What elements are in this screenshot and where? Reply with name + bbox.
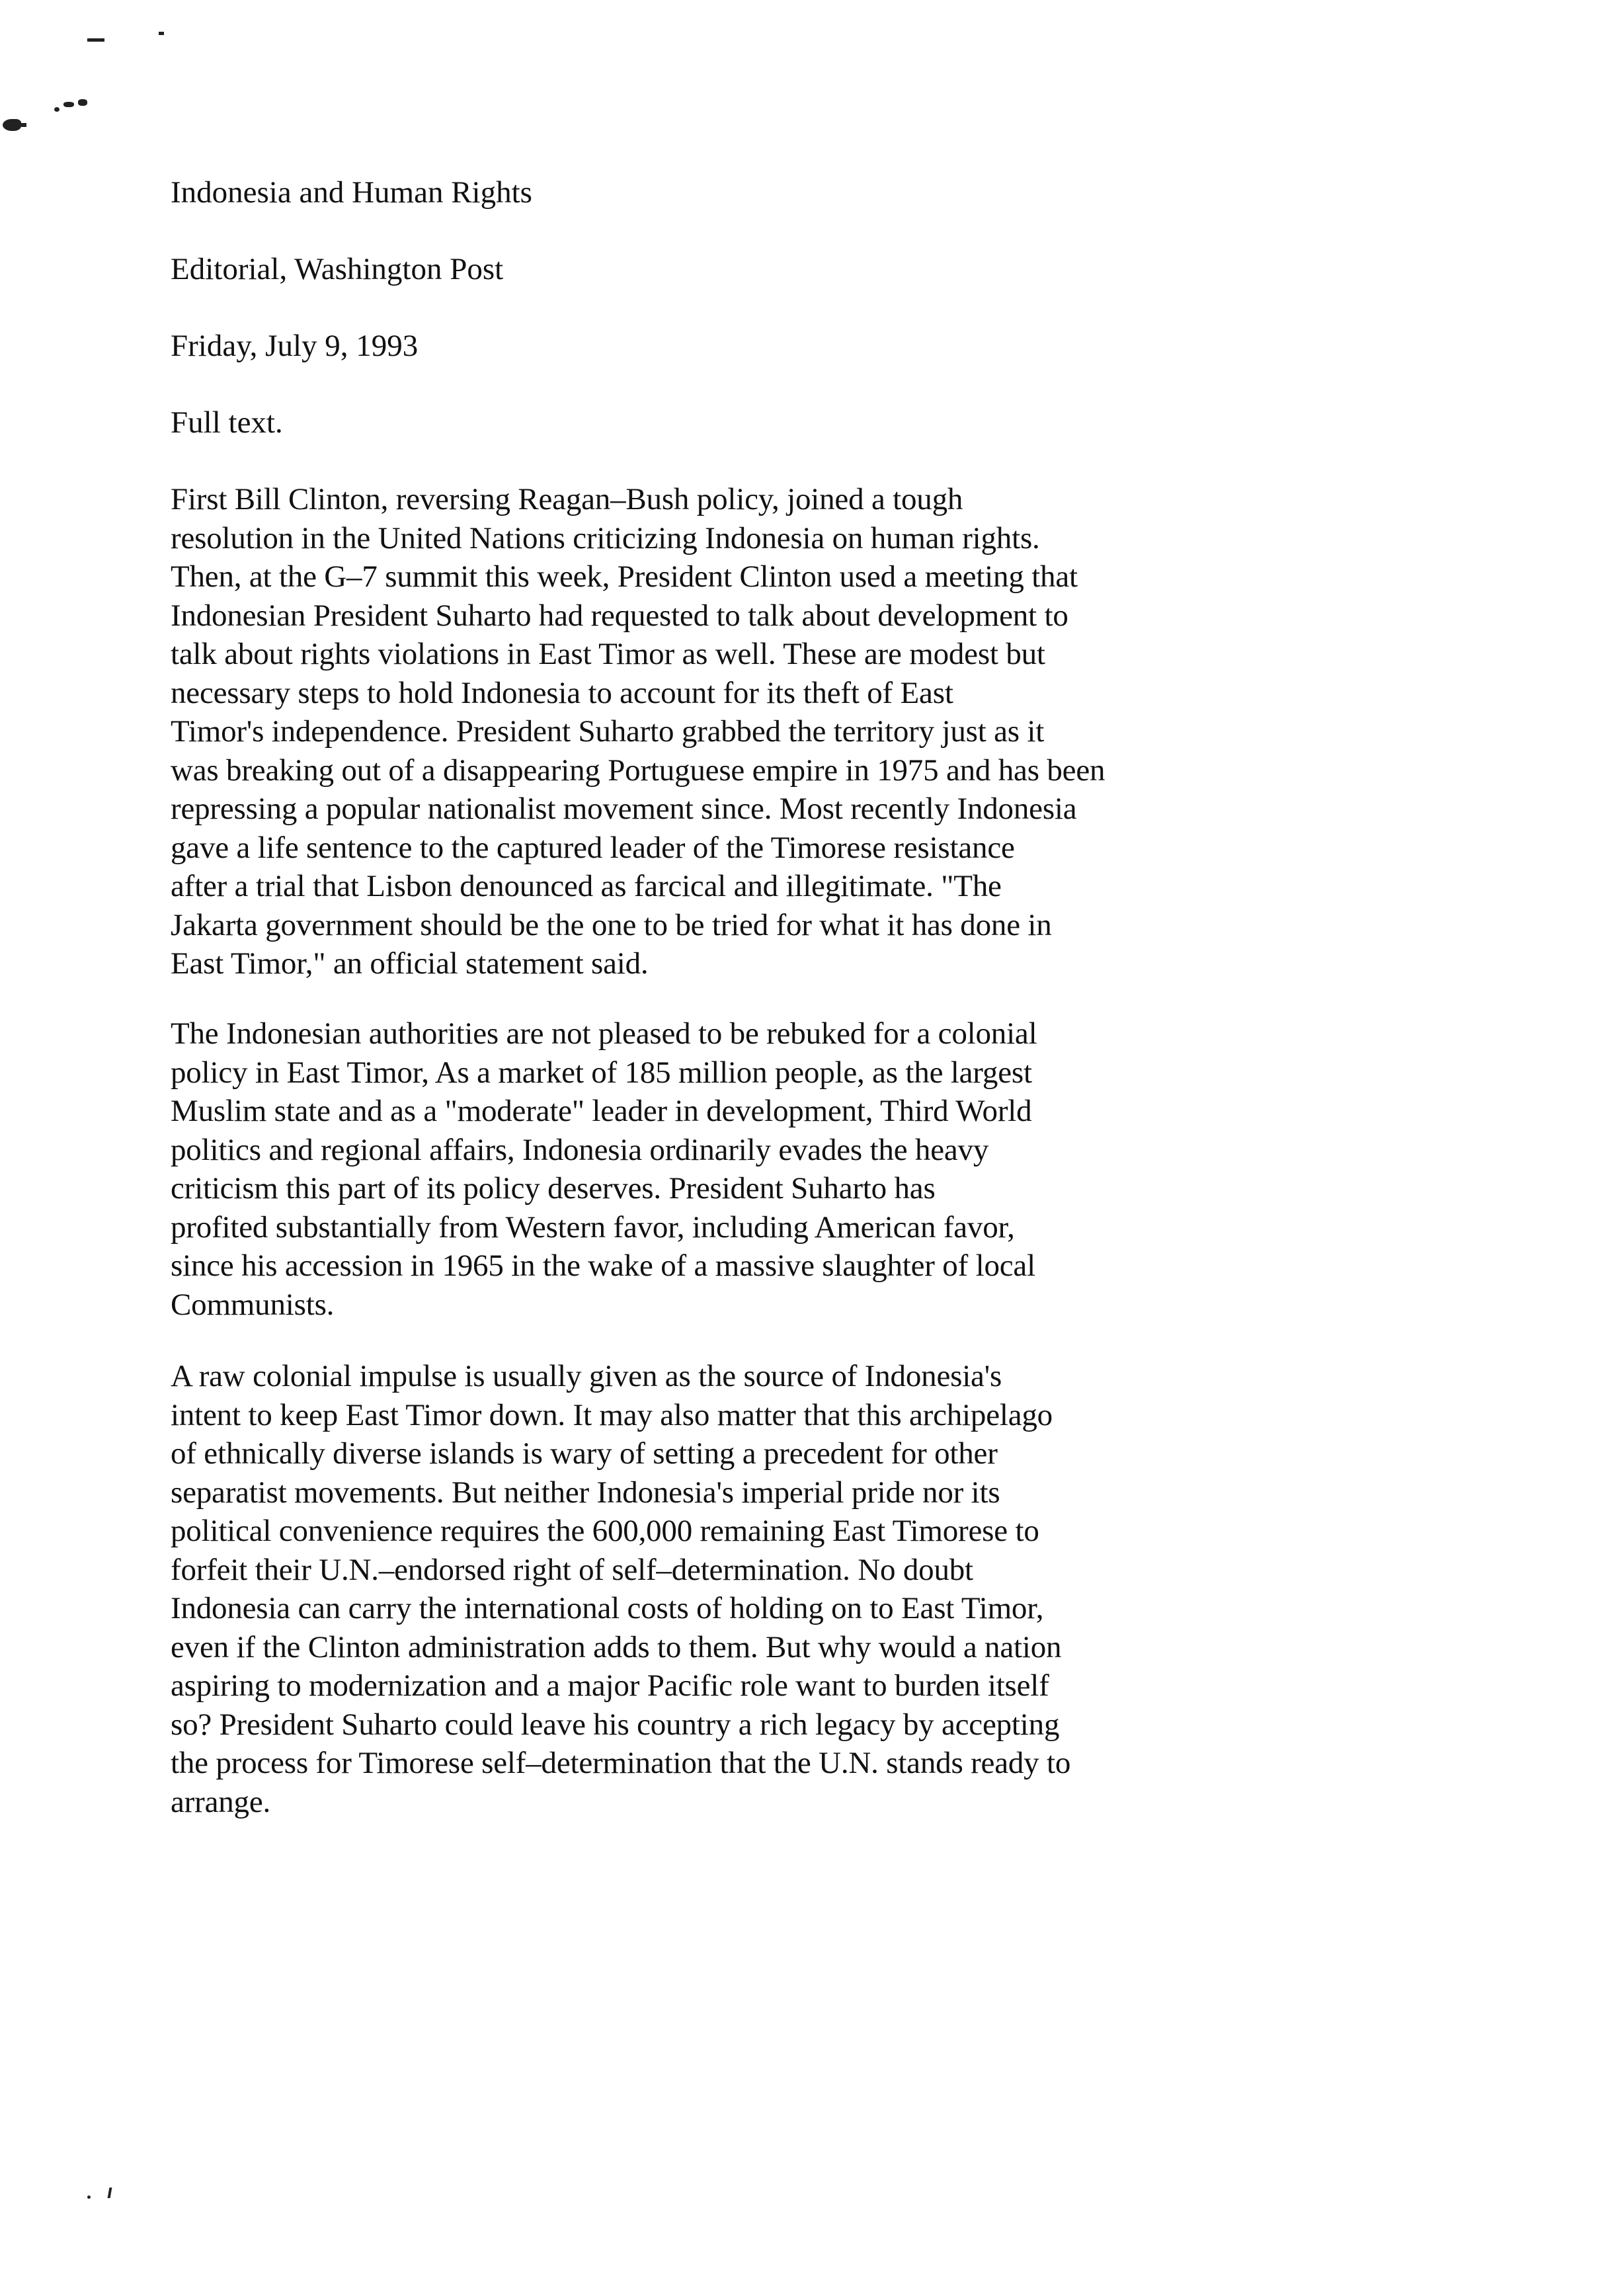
paragraph-line: Communists. <box>171 1287 335 1322</box>
paragraph-line: of ethnically diverse islands is wary of setting a precedent for other <box>171 1436 998 1471</box>
paragraph-line: resolution in the United Nations criticizing Indonesia on human rights. <box>171 520 1040 555</box>
paragraph-line: A raw colonial impulse is usually given as the source of Indonesia's <box>171 1359 1002 1393</box>
document-title: Indonesia and Human Rights <box>171 175 532 210</box>
paragraph-2 <box>171 1014 1440 1324</box>
paragraph-line: necessary steps to hold Indonesia to account for its theft of East <box>171 675 953 710</box>
scan-mark <box>78 99 87 106</box>
paragraph-line: Then, at the G–7 summit this week, President Clinton used a meeting that <box>171 559 1078 594</box>
paragraph-line: politics and regional affairs, Indonesia ordinarily evades the heavy <box>171 1132 989 1167</box>
paragraph-line: policy in East Timor, As a market of 185 million people, as the largest <box>171 1055 1032 1090</box>
paragraph-line: criticism this part of its policy deserves. President Suharto has <box>171 1171 936 1206</box>
paragraph-line: aspiring to modernization and a major Pacific role want to burden itself <box>171 1668 1049 1703</box>
paragraph-line: after a trial that Lisbon denounced as farcical and illegitimate. "The <box>171 869 1002 903</box>
paragraph-line: separatist movements. But neither Indonesia's imperial pride nor its <box>171 1475 1000 1510</box>
scan-mark <box>3 119 21 131</box>
scan-mark <box>159 32 164 35</box>
paragraph-line: Timor's independence. President Suharto grabbed the territory just as it <box>171 714 1045 749</box>
paragraph-line: The Indonesian authorities are not pleased to be rebuked for a colonial <box>171 1016 1037 1051</box>
scan-mark <box>87 38 104 42</box>
paragraph-line: Indonesian President Suharto had requested to talk about development to <box>171 598 1068 633</box>
paragraph-1 <box>171 480 1440 983</box>
paragraph-line: political convenience requires the 600,000 remaining East Timorese to <box>171 1514 1039 1548</box>
document-note: Full text. <box>171 405 283 440</box>
document-source: Editorial, Washington Post <box>171 252 504 286</box>
paragraph-line: forfeit their U.N.–endorsed right of self–determination. No doubt <box>171 1552 973 1587</box>
paragraph-line: arrange. <box>171 1784 271 1819</box>
paragraph-line: was breaking out of a disappearing Portuguese empire in 1975 and has been <box>171 753 1106 788</box>
paragraph-line: intent to keep East Timor down. It may also matter that this archipelago <box>171 1397 1053 1432</box>
paragraph-line: even if the Clinton administration adds to them. But why would a nation <box>171 1629 1062 1664</box>
scan-mark <box>20 123 26 127</box>
paragraph-line: East Timor," an official statement said. <box>171 946 649 981</box>
scan-mark <box>63 102 74 107</box>
paragraph-line: First Bill Clinton, reversing Reagan–Bush policy, joined a tough <box>171 482 963 516</box>
scan-mark <box>54 107 60 112</box>
paragraph-line: Jakarta government should be the one to be tried for what it has done in <box>171 907 1052 942</box>
paragraph-line: the process for Timorese self–determination that the U.N. stands ready to <box>171 1746 1071 1780</box>
paragraph-line: Muslim state and as a "moderate" leader in development, Third World <box>171 1094 1032 1128</box>
paragraph-line: talk about rights violations in East Timor as well. These are modest but <box>171 637 1045 671</box>
paragraph-line: so? President Suharto could leave his country a rich legacy by accepting <box>171 1707 1060 1742</box>
scan-mark <box>87 2195 91 2199</box>
paragraph-line: Indonesia can carry the international costs of holding on to East Timor, <box>171 1591 1044 1625</box>
paragraph-line: gave a life sentence to the captured leader of the Timorese resistance <box>171 830 1015 865</box>
paragraph-line: repressing a popular nationalist movement since. Most recently Indonesia <box>171 792 1077 826</box>
document-date: Friday, July 9, 1993 <box>171 329 419 363</box>
scan-mark <box>108 2188 112 2198</box>
paragraph-line: since his accession in 1965 in the wake of a massive slaughter of local <box>171 1249 1035 1283</box>
paragraph-3 <box>171 1357 1440 1821</box>
paragraph-line: profited substantially from Western favor, including American favor, <box>171 1210 1015 1245</box>
